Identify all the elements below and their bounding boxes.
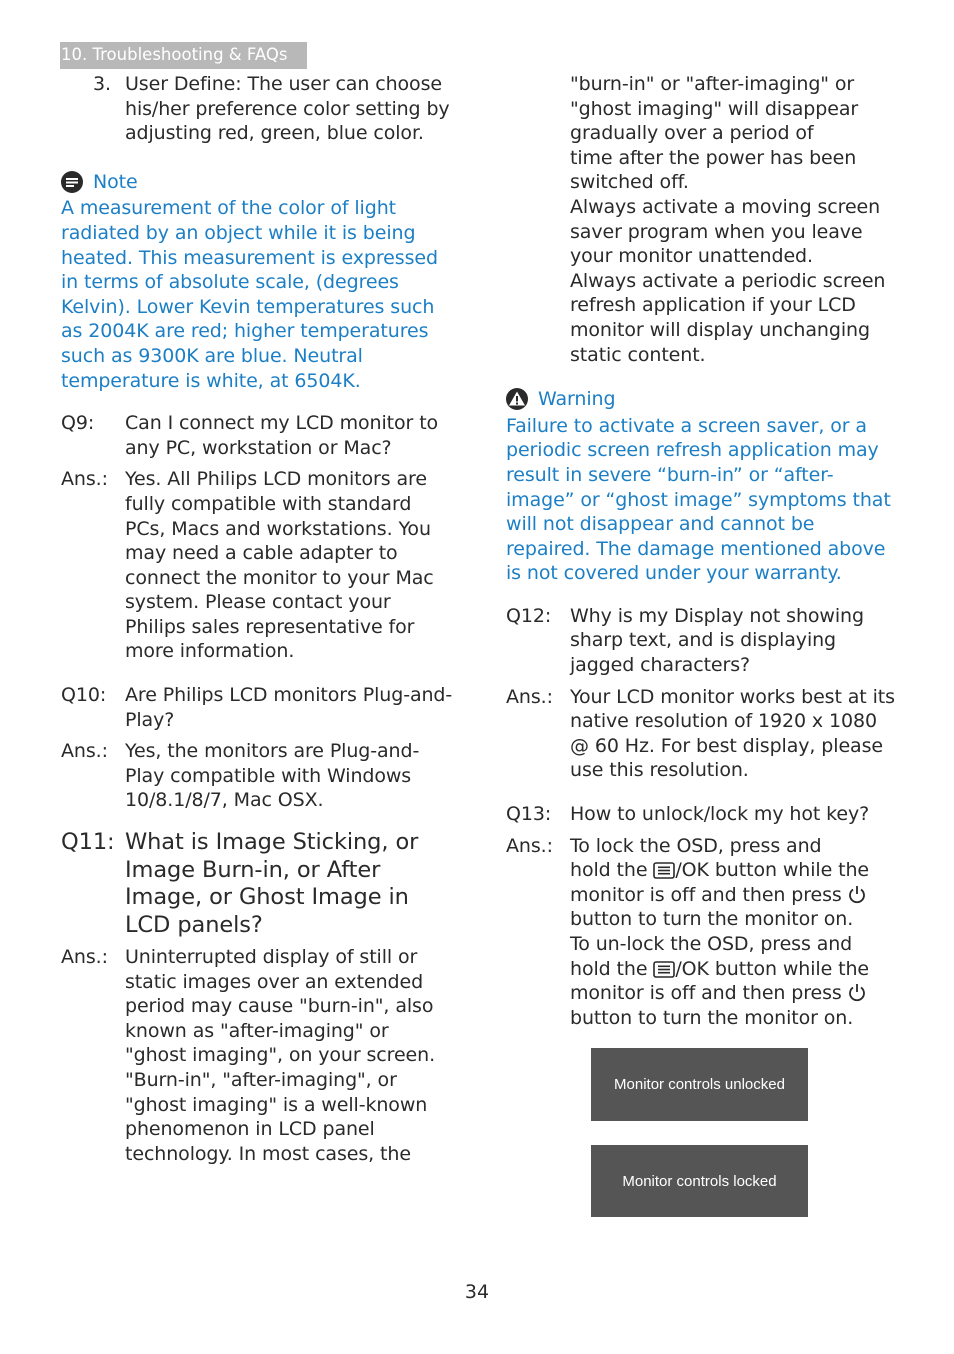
a-text: Yes. All Philips LCD monitors are fully compatible with standard PCs, Macs and workstations. You may need a cable adapter to connect the monitor to your Mac system. Please contact your Philips sales representative for more information. — [125, 468, 434, 663]
faq-q9-answer — [61, 467, 453, 664]
answer-line: To lock the OSD, press and — [570, 834, 822, 857]
faq-q10-question — [61, 683, 453, 732]
q-label: Q12: — [506, 604, 552, 627]
note-title: Note — [93, 170, 138, 193]
osd-unlocked-message: Monitor controls unlocked — [591, 1048, 808, 1121]
right-column — [506, 72, 898, 1030]
continued-text: "burn-in" or "after-imaging" or "ghost imaging" will disappear gradually over a period of — [570, 73, 859, 145]
note-heading — [61, 170, 453, 195]
answer-line — [570, 858, 898, 883]
faq-q12-question — [506, 604, 898, 678]
answer-line: To un-lock the OSD, press and — [570, 933, 853, 955]
warning-heading — [506, 387, 898, 412]
a-text: Yes, the monitors are Plug-and-Play compatible with Windows 10/8.1/8/7, Mac OSX. — [125, 740, 420, 812]
menu-icon — [653, 862, 675, 879]
list-item-3 — [61, 72, 453, 146]
a-label: Ans.: — [506, 834, 553, 857]
q-label: Q10: — [61, 684, 107, 707]
ok-label: /OK — [675, 859, 709, 882]
warning-body: Failure to activate a screen saver, or a periodic screen refresh application may result in severe “burn-in” or “after-image” or “ghost image” symptoms that will not disappear and cannot be repaired. The damage mentioned above is not covered under your warranty. — [506, 414, 891, 585]
a-label: Ans.: — [61, 468, 108, 491]
answer-line: button to turn the monitor on. — [570, 908, 854, 931]
note-icon — [61, 171, 83, 193]
page-number: 34 — [464, 1281, 490, 1303]
left-column — [61, 72, 453, 1166]
list-text: User Define: The user can choose his/her preference color setting by adjusting red, green, blue color. — [125, 73, 450, 145]
answer-line — [570, 957, 898, 982]
a-label: Ans.: — [506, 685, 553, 708]
continued-text: Always activate a moving screen saver program when you leave your monitor unattended. — [570, 195, 881, 268]
q-label: Q9: — [61, 412, 95, 435]
q-text: Are Philips LCD monitors Plug-and- Play? — [125, 684, 453, 731]
continued-text: Always activate a periodic screen refresh application if your LCD monitor will display unchanging static content. — [570, 269, 886, 366]
faq-q11-answer — [61, 945, 453, 1166]
answer-fragment: button while the — [708, 957, 870, 980]
faq-q13-answer — [506, 834, 898, 1031]
warning-icon — [506, 388, 528, 410]
faq-q10-answer — [61, 739, 453, 813]
faq-q13-question — [506, 802, 898, 827]
q-text: How to unlock/lock my hot key? — [570, 803, 870, 826]
answer-fragment: hold the — [570, 957, 654, 980]
a-text — [570, 834, 898, 1031]
answer-fragment: monitor is off and then press — [570, 883, 842, 906]
answer-fragment: monitor is off and then press — [570, 982, 842, 1005]
q-text: Why is my Display not showing sharp text, and is displaying jagged characters? — [570, 604, 864, 677]
q-text: Can I connect my LCD monitor to any PC, workstation or Mac? — [125, 412, 439, 459]
a-text: Your LCD monitor works best at its native resolution of 1920 x 1080 @ 60 Hz. For best display, please use this resolution. — [570, 685, 895, 782]
continued-text: time after the power has been switched off. — [570, 146, 857, 194]
osd-locked-message: Monitor controls locked — [591, 1145, 808, 1217]
q-label: Q11: — [61, 829, 115, 856]
answer-fragment: hold the — [570, 859, 654, 882]
answer-line: button to turn the monitor on. — [570, 1006, 854, 1029]
a-label: Ans.: — [61, 740, 108, 763]
faq-q9-question — [61, 411, 453, 460]
power-icon — [848, 885, 866, 904]
answer-fragment: button while the — [708, 859, 870, 882]
answer-line — [570, 981, 898, 1006]
menu-icon — [653, 961, 675, 978]
power-icon — [848, 983, 866, 1002]
faq-q12-answer — [506, 685, 898, 783]
note-body: A measurement of the color of light radiated by an object while it is being heated. This measurement is expressed in terms of absolute scale, (degrees Kelvin). Lower Kevin temperatures such as 2004K are red; higher temperatures such as 9300K are blue. Neutral temperature is white, at 6504K. — [61, 197, 438, 392]
ok-label: /OK — [675, 957, 709, 980]
a-label: Ans.: — [61, 946, 108, 969]
q-text: What is Image Sticking, or Image Burn-in, or After Image, or Ghost Image in LCD panels? — [125, 829, 419, 938]
answer-line — [570, 883, 898, 908]
list-number: 3. — [93, 73, 111, 95]
a-text: Uninterrupted display of still or static images over an extended period may cause "burn-in", also known as "after-imaging" or "ghost imaging", on your screen. "Burn-in", "after-imaging", or "ghost imaging" is a well-known phenomenon in LCD panel technology. In most cases, the — [125, 946, 436, 1165]
warning-title: Warning — [538, 388, 616, 411]
q-label: Q13: — [506, 803, 552, 826]
q11-answer-continued — [506, 72, 898, 367]
faq-q11-question — [61, 829, 453, 939]
section-header: 10. Troubleshooting & FAQs — [60, 42, 307, 69]
